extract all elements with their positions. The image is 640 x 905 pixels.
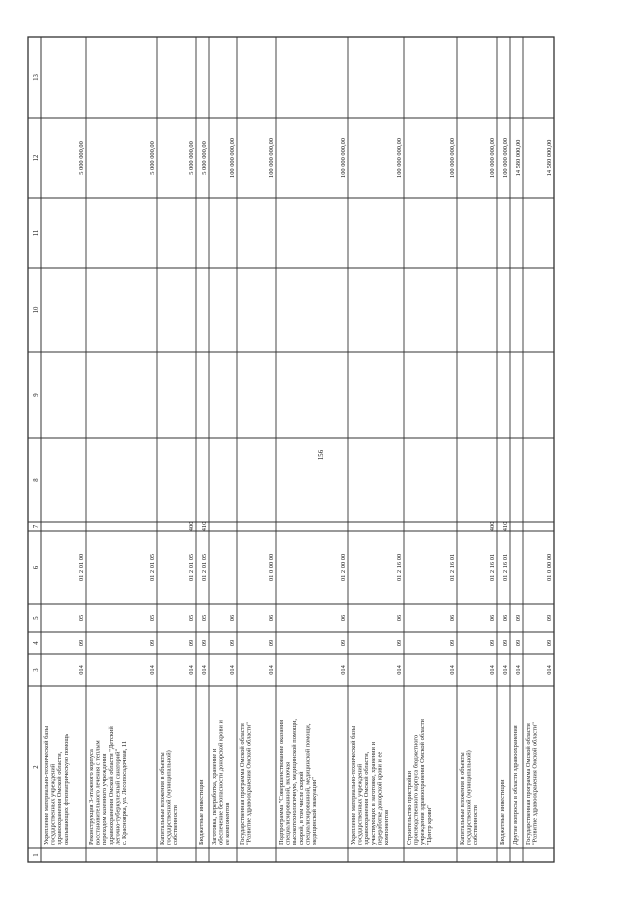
cell-section: 09 — [201, 639, 208, 647]
cell-subsection: 09 — [515, 614, 522, 622]
cell-section: 09 — [340, 639, 347, 647]
column-header: 6 — [33, 565, 40, 570]
table-row — [211, 138, 236, 845]
cell-admin-code: 014 — [515, 665, 522, 675]
cell-expense-type: 400 — [188, 521, 195, 532]
cell-amount: 14 580 000,00 — [546, 139, 553, 177]
column-header: 11 — [33, 229, 40, 237]
row-name-line: государственной (муниципальной) — [465, 750, 473, 845]
cell-amount: 100 000 000,00 — [340, 138, 347, 178]
row-name-line: "Развитие здравоохранения Омской области" — [245, 722, 253, 845]
row-name-line: "Центр крови" — [425, 805, 433, 845]
row-name-line: производственного корпуса бюджетного — [412, 734, 420, 845]
table-row — [406, 138, 456, 845]
row-name-line: Бюджетные инвестиции — [499, 779, 506, 845]
cell-subsection: 06 — [502, 614, 509, 622]
row-name-line: Реконструкция 3-этажного корпуса — [88, 749, 95, 845]
row-name-line: Государственная программа Омской области — [525, 723, 532, 845]
column-header: 3 — [33, 668, 40, 672]
cell-section: 09 — [229, 639, 236, 647]
table-row — [525, 140, 553, 845]
cell-subsection: 06 — [489, 614, 496, 622]
cell-amount: 100 000 000,00 — [502, 138, 509, 178]
cell-amount: 100 000 000,00 — [449, 138, 456, 178]
cell-target-article: 01 2 01 05 — [201, 553, 208, 582]
cell-admin-code: 014 — [396, 665, 403, 675]
cell-amount: 100 000 000,00 — [396, 138, 403, 178]
cell-section: 09 — [396, 639, 403, 647]
table-row — [198, 141, 208, 845]
row-name-line: здравоохранения Омской области, — [363, 751, 371, 845]
row-name-line: ее компонентов — [224, 802, 232, 845]
cell-expense-type: 410 — [201, 521, 208, 532]
cell-section: 09 — [502, 639, 509, 647]
row-name-line: Укрепление материально-технической базы — [43, 726, 50, 845]
cell-target-article: 01 2 00 00 — [340, 553, 347, 582]
row-name-line: с. Красноярка, ул. Лесопосадочная, 11 — [121, 740, 128, 845]
cell-amount: 5 000 000,00 — [201, 141, 208, 175]
row-name-line: Бюджетные инвестиции — [198, 779, 205, 845]
cell-subsection: 05 — [78, 614, 85, 622]
row-name-line: Другие вопросы в области здравоохранения — [512, 725, 519, 845]
cell-section: 09 — [78, 639, 85, 647]
row-name-line: Укрепление материально-технической базы — [350, 726, 357, 845]
row-name-line: "Развитие здравоохранения Омской области" — [531, 722, 539, 845]
row-name-line: оказывающих фтизиатрическую помощь — [62, 733, 70, 845]
row-name-line: переходом казенного учреждения — [101, 753, 109, 845]
cell-amount: 100 000 000,00 — [229, 138, 236, 178]
cell-subsection: 06 — [229, 614, 236, 622]
table-row — [239, 138, 275, 845]
cell-section: 09 — [149, 639, 156, 647]
row-name-line: Заготовка, переработка, хранение и — [211, 748, 218, 845]
row-name-line: скорой, в том числе скорой — [297, 771, 305, 845]
cell-subsection: 05 — [149, 614, 156, 622]
column-header: 13 — [33, 74, 40, 81]
row-name-line: Подпрограмма "Совершенствование оказания — [278, 719, 285, 845]
row-name-line: Капитальные вложения в объекты — [159, 752, 166, 845]
column-header: 12 — [33, 154, 40, 162]
cell-admin-code: 014 — [201, 665, 208, 675]
row-name-line: медицинской эвакуации" — [311, 777, 318, 845]
cell-admin-code: 014 — [149, 665, 156, 675]
table-row — [512, 140, 522, 845]
cell-target-article: 01 2 16 01 — [502, 553, 509, 582]
row-name-line: государственных учреждений — [49, 763, 57, 845]
row-name-line: Капитальные вложения в объекты — [459, 752, 466, 845]
column-header: 4 — [33, 641, 40, 645]
cell-target-article: 01 2 16 00 — [396, 553, 403, 582]
column-header: 9 — [33, 393, 40, 397]
table-row — [159, 141, 195, 845]
cell-section: 09 — [546, 639, 553, 647]
row-name-line: обеспечение безопасности донорской крови и — [217, 720, 225, 845]
cell-admin-code: 014 — [340, 665, 347, 675]
row-name-line: учреждения здравоохранения Омской области — [419, 719, 427, 845]
cell-section: 09 — [489, 639, 496, 647]
cell-section: 09 — [515, 639, 522, 647]
cell-target-article: 01 2 01 05 — [149, 553, 156, 582]
cell-admin-code: 014 — [268, 665, 275, 675]
cell-subsection: 06 — [449, 614, 456, 622]
column-header: 5 — [33, 616, 40, 620]
cell-expense-type: 400 — [489, 521, 496, 532]
cell-target-article: 01 2 01 00 — [78, 553, 85, 582]
table-row — [459, 138, 496, 845]
row-name-line: восстановительного лечения с теплым — [94, 740, 102, 845]
row-name-line: государственной (муниципальной) — [165, 750, 173, 845]
cell-expense-type: 410 — [502, 521, 509, 532]
cell-admin-code: 014 — [229, 665, 236, 675]
cell-section: 09 — [268, 639, 275, 647]
row-name-line: собственности — [172, 805, 180, 845]
table-row — [350, 138, 403, 845]
cell-target-article: 01 2 16 01 — [489, 553, 496, 582]
row-name-line: собственности — [472, 805, 480, 845]
row-name-line: здравоохранения Омской области "Детский — [107, 726, 115, 845]
cell-target-article: 01 2 16 01 — [449, 553, 456, 582]
row-name-line: участвующих в заготовке, хранении и — [369, 742, 377, 845]
row-name-line: Государственная программа Омской области — [239, 723, 246, 845]
table-body — [43, 138, 553, 845]
cell-target-article: 01 2 01 05 — [188, 553, 195, 582]
column-header: 7 — [33, 524, 40, 529]
row-name-line: переработке донорской крови и ее — [376, 751, 384, 845]
cell-subsection: 06 — [268, 614, 275, 622]
cell-admin-code: 014 — [188, 665, 195, 675]
column-header: 2 — [33, 765, 40, 769]
cell-subsection: 05 — [201, 614, 208, 622]
cell-section: 09 — [188, 639, 195, 647]
cell-subsection: 06 — [396, 614, 403, 622]
table-row — [88, 141, 156, 845]
table-row — [278, 138, 347, 845]
cell-amount: 5 000 000,00 — [188, 141, 195, 175]
page-number: 156 — [318, 449, 325, 461]
cell-target-article: 01 0 00 00 — [546, 553, 553, 582]
cell-admin-code: 014 — [489, 665, 496, 675]
cell-amount: 5 000 000,00 — [149, 141, 156, 175]
cell-amount: 100 000 000,00 — [268, 138, 275, 178]
row-name-line: специализированной, медицинской помощи, — [304, 723, 312, 845]
column-header: 1 — [33, 853, 40, 857]
cell-amount: 100 000 000,00 — [489, 138, 496, 178]
column-header: 8 — [33, 478, 40, 482]
column-header-row — [33, 74, 40, 857]
cell-section: 09 — [449, 639, 456, 647]
row-name-line: здравоохранения Омской области, — [56, 751, 64, 845]
cell-admin-code: 014 — [546, 665, 553, 675]
row-name-line: государственных учреждений — [356, 763, 364, 845]
row-name-line: компонентов — [383, 809, 390, 845]
cell-amount: 14 580 000,00 — [515, 139, 522, 177]
cell-subsection: 06 — [340, 614, 347, 622]
table-row — [499, 138, 509, 845]
column-header: 10 — [33, 306, 40, 314]
cell-admin-code: 014 — [502, 665, 509, 675]
row-name-line: Строительство пристройки — [406, 770, 413, 845]
cell-subsection: 09 — [546, 614, 553, 622]
table-row — [43, 141, 85, 845]
cell-amount: 5 000 000,00 — [78, 141, 85, 175]
cell-subsection: 05 — [188, 614, 195, 622]
cell-admin-code: 014 — [78, 665, 85, 675]
cell-admin-code: 014 — [449, 665, 456, 675]
row-name-line: высокотехнологичную, медицинской помощи, — [291, 719, 299, 845]
row-name-line: легочно-туберкулезный санаторий" — [114, 748, 122, 845]
row-name-line: специализированной, включая — [284, 761, 292, 845]
cell-target-article: 01 0 00 00 — [268, 553, 275, 582]
